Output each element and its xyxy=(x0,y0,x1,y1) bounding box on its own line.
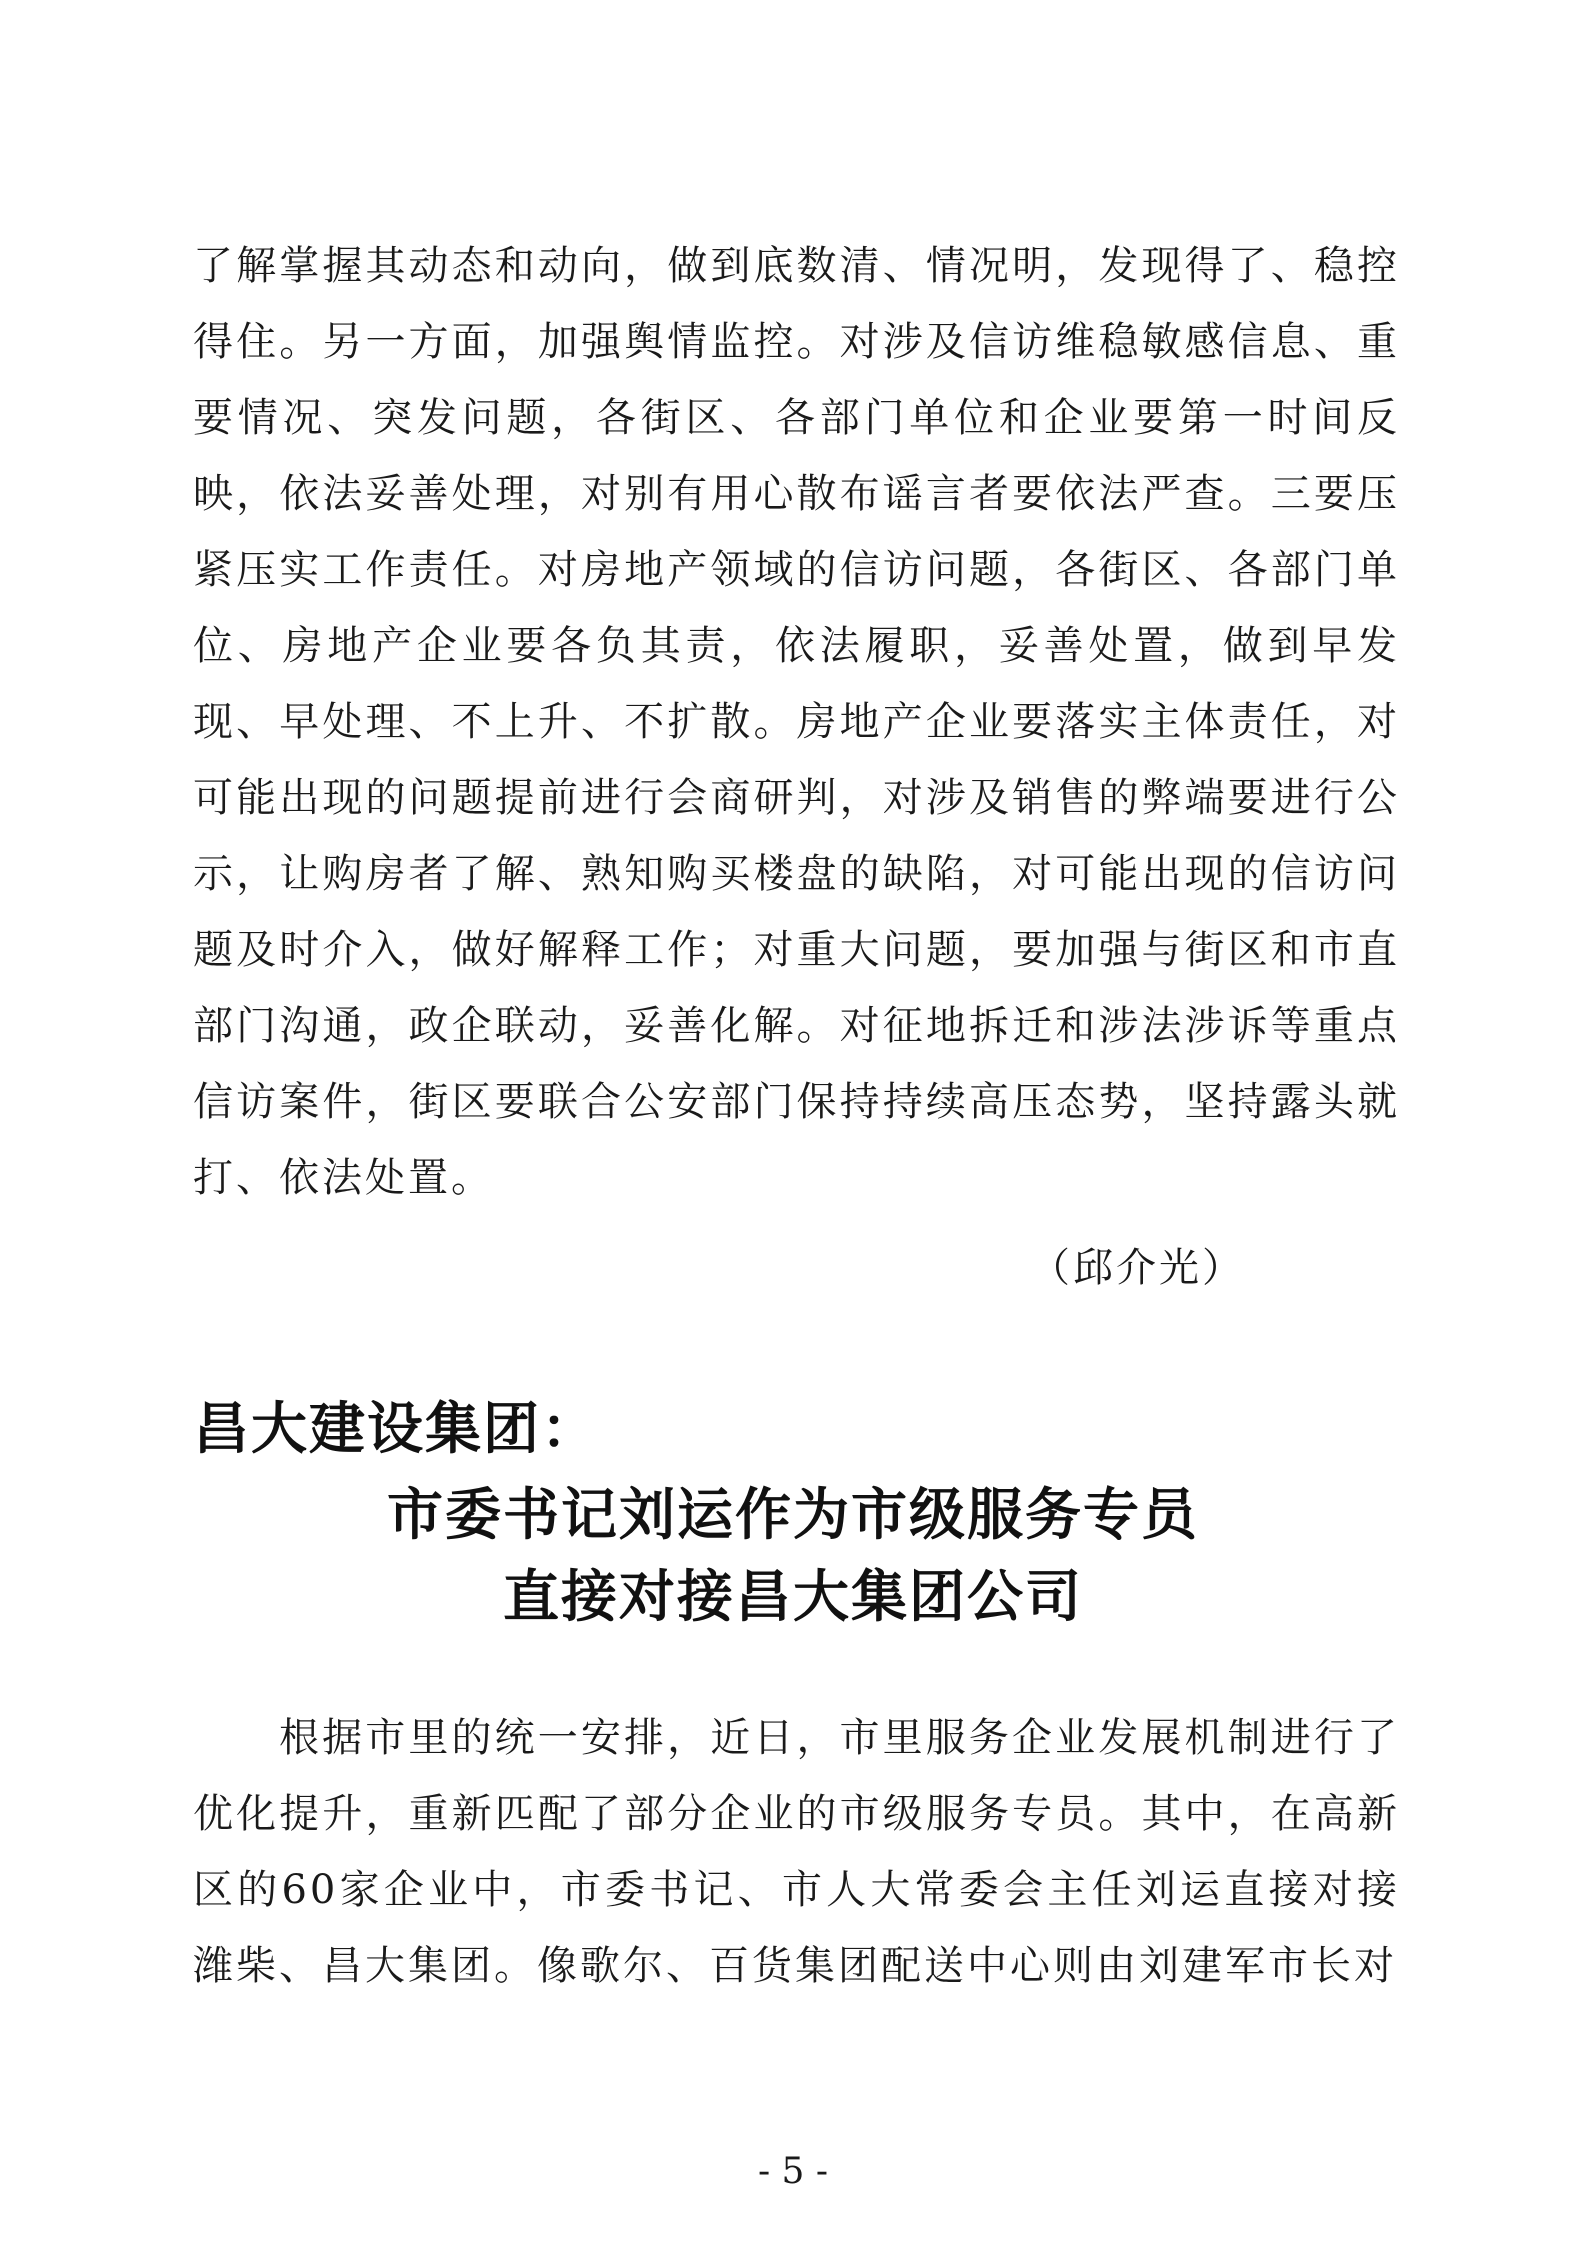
article2-heading: 昌大建设集团： xyxy=(193,1397,599,1462)
article2-subheading-line1: 市委书记刘运作为市级服务专员 xyxy=(387,1483,1199,1548)
article2-subheading-line2: 直接对接昌大集团公司 xyxy=(503,1565,1083,1630)
article2-paragraph: 根据市里的统一安排，近日，市里服务企业发展机制进行了优化提升，重新匹配了部分企业的市级服务专员。其中，在高新区的60家企业中，市委书记、市人大常委会主任刘运直接对接潍柴、昌大集团。像歌尔、百货集团配送中心则由刘建军市长对 xyxy=(193,1715,1400,1989)
article1-paragraph: 了解掌握其动态和动向，做到底数清、情况明，发现得了、稳控得住。另一方面，加强舆情监控。对涉及信访维稳敏感信息、重要情况、突发问题，各街区、各部门单位和企业要第一时间反映，依法妥善处理，对别有用心散布谣言者要依法严查。三要压紧压实工作责任。对房地产领域的信访问题，各街区、各部门单位、房地产企业要各负其责，依法履职，妥善处置，做到早发现、早处理、不上升、不扩散。房地产企业要落实主体责任，对可能出现的问题提前进行会商研判，对涉及销售的弊端要进行公示，让购房者了解、熟知购买楼盘的缺陷，对可能出现的信访问题及时介入，做好解释工作；对重大问题，要加强与街区和市直部门沟通，政企联动，妥善化解。对征地拆迁和涉法涉诉等重点信访案件，街区要联合公安部门保持持续高压态势，坚持露头就打、依法处置。 xyxy=(193,243,1400,1201)
article1-byline: （邱介光） xyxy=(1030,1245,1245,1291)
page-number: - 5 - xyxy=(757,2151,829,2192)
